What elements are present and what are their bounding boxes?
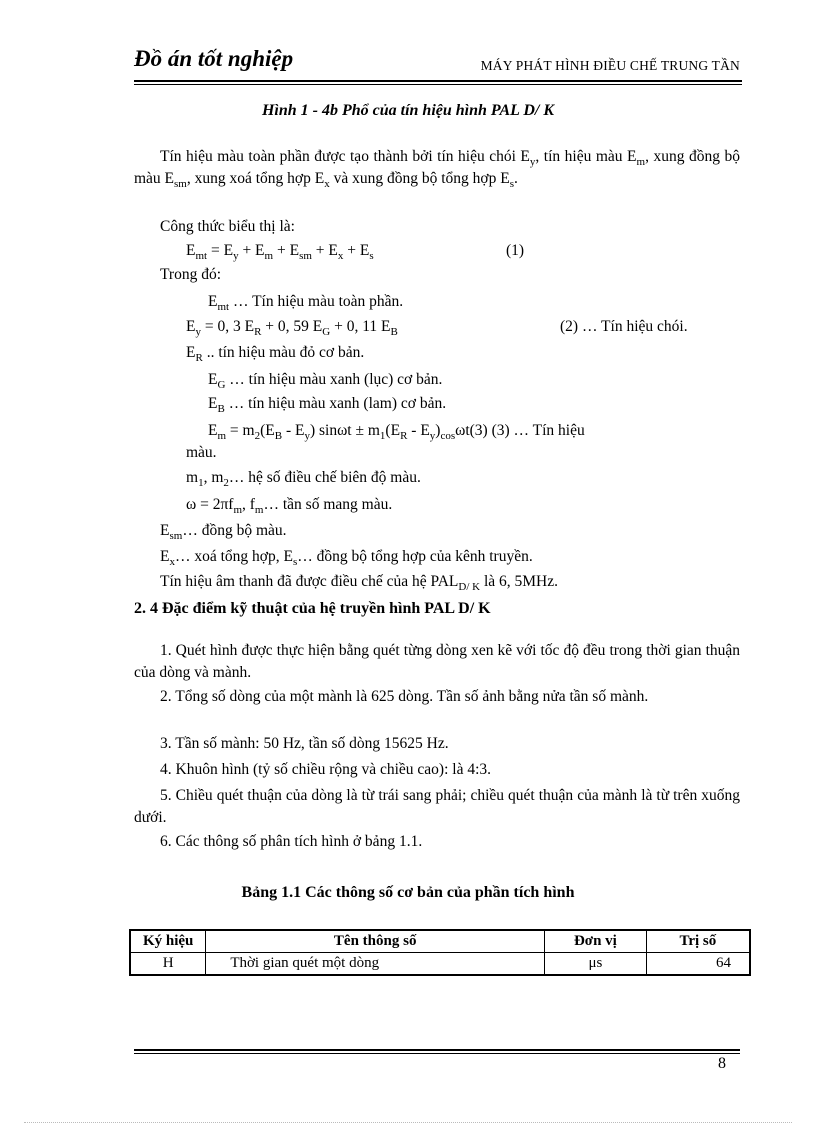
header-subtitle: MÁY PHÁT HÌNH ĐIỀU CHẾ TRUNG TẦN bbox=[480, 58, 740, 73]
def-ex: $E_x\dots$ xoá tổng hợp, $E_s\dots$ đồng bộ tổng hợp của kênh truyền. bbox=[160, 548, 533, 569]
header-rule bbox=[134, 80, 742, 82]
def-eg: $E_G$ … tín hiệu màu xanh (lục) cơ bản. bbox=[208, 371, 443, 392]
list-item: 5. Chiều quét thuận của dòng là từ trái sang phải; chiều quét thuận của mành là từ trên xuống dưới. bbox=[134, 787, 740, 826]
def-esm: $E_{sm}\dots$ đồng bộ màu. bbox=[160, 522, 287, 543]
header-title: Đồ án tốt nghiệp bbox=[134, 46, 294, 71]
table-header-cell: Trị số bbox=[646, 930, 750, 953]
equation-1-number: (1) bbox=[506, 242, 525, 259]
table-header-cell: Ký hiệu bbox=[130, 930, 206, 953]
parameters-table bbox=[129, 929, 751, 976]
header-rule-thin bbox=[134, 84, 742, 85]
formula-intro: Công thức biểu thị là: bbox=[160, 218, 295, 235]
list-item: 2. Tổng số dòng của một mành là 625 dòng. Tần số ảnh bằng nửa tần số mành. bbox=[160, 688, 649, 705]
def-m: $m_1$, $m_2\dots$ hệ số điều chế biên độ màu. bbox=[186, 469, 421, 490]
table-cell: Thời gian quét một dòng bbox=[206, 953, 545, 976]
def-emt: $E_{mt}$ … Tín hiệu màu toàn phần. bbox=[208, 293, 404, 314]
equation-3: $E_m = m_2(E_B - E_y) \sin\omega t \pm m_1(E_R - E_y)_{cos}\omega t(3)$ (3) … Tín hiệu bbox=[208, 422, 585, 443]
list-item: 3. Tần số mành: 50 Hz, tần số dòng 15625 Hz. bbox=[160, 735, 449, 752]
equation-2-number: (2) … Tín hiệu chói. bbox=[560, 318, 688, 335]
footer-rule bbox=[134, 1049, 740, 1051]
table-header-row bbox=[130, 930, 750, 953]
page-number: 8 bbox=[718, 1055, 726, 1072]
intro-paragraph: Tín hiệu màu toàn phần được tạo thành bởi tín hiệu chói $E_y$, tín hiệu màu $E_m$, xung đồng bộ màu $E_{sm}$, xung xoá tổng hợp $E_x$ và xung đồng bộ tổng hợp $E_s$. bbox=[134, 148, 741, 191]
list-item: 4. Khuôn hình (tỷ số chiều rộng và chiều cao): là 4:3. bbox=[160, 761, 492, 778]
table-cell: 64 bbox=[646, 953, 750, 976]
table-header-cell: Tên thông số bbox=[206, 930, 545, 953]
table-header-cell: Đơn vị bbox=[545, 930, 647, 953]
figure-caption: Hình 1 - 4b Phổ của tín hiệu hình PAL D/ K bbox=[261, 102, 555, 119]
list-item: 1. Quét hình được thực hiện bằng quét từng dòng xen kẽ với tốc độ đều trong thời gian thuận của dòng và mành. bbox=[134, 642, 740, 681]
table-cell: μs bbox=[545, 953, 647, 976]
table-cell: H bbox=[130, 953, 206, 976]
def-er: $E_R$ .. tín hiệu màu đỏ cơ bản. bbox=[186, 344, 365, 365]
footer-rule-thin bbox=[134, 1053, 740, 1054]
section-title: 2. 4 Đặc điểm kỹ thuật của hệ truyền hình PAL D/ K bbox=[134, 600, 491, 617]
where-label: Trong đó: bbox=[160, 266, 222, 283]
audio-note: Tín hiệu âm thanh đã được điều chế của hệ $PAL_{D/ K}$ là 6, 5MHz. bbox=[160, 573, 559, 594]
equation-1: $E_{mt} = E_y + E_m + E_{sm} + E_x + E_s$ bbox=[186, 242, 374, 263]
def-omega: $\omega = 2\pi f_m$, $f_m\dots$ tần số mang màu. bbox=[186, 496, 393, 517]
table-title: Bảng 1.1 Các thông số cơ bản của phần tích hình bbox=[241, 884, 575, 901]
list-item: 6. Các thông số phân tích hình ở bảng 1.1. bbox=[160, 833, 423, 850]
equation-3-continued: màu. bbox=[186, 444, 217, 461]
equation-2: $E_y = 0$, 3 $E_R + 0$, 59 $E_G + 0$, 11 $E_B$ bbox=[186, 318, 398, 339]
def-eb: $E_B$ … tín hiệu màu xanh (lam) cơ bản. bbox=[208, 395, 447, 416]
table-row bbox=[130, 953, 750, 976]
